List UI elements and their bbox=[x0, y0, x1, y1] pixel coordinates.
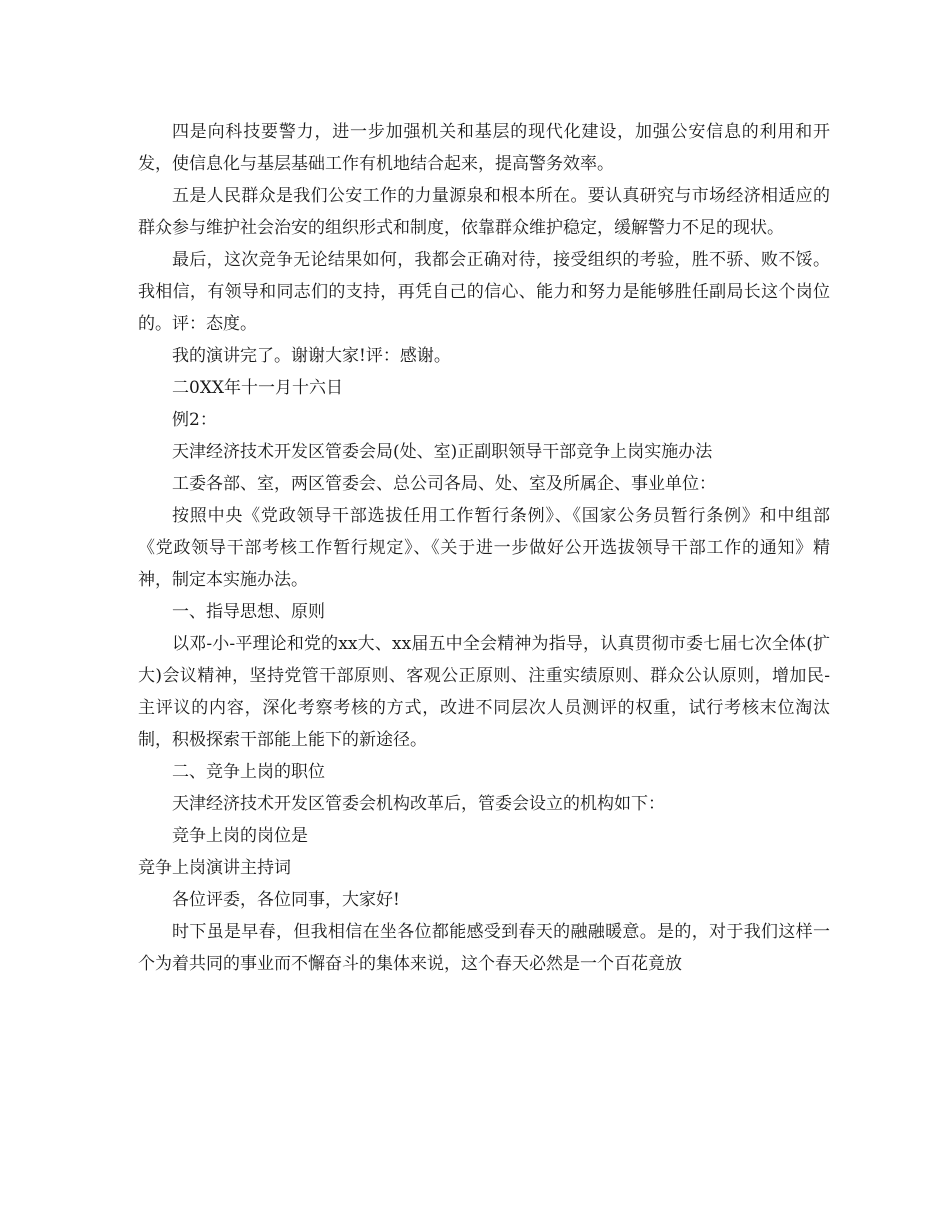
heading-guiding-principles: 一、指导思想、原则 bbox=[172, 602, 325, 622]
paragraph-greeting: 各位评委，各位同事，大家好! bbox=[172, 890, 400, 910]
paragraph-addressees: 工委各部、室，两区管委会、总公司各局、处、室及所属企、事业单位： bbox=[172, 474, 716, 494]
paragraph-police-technology: 四是向科技要警力，进一步加强机关和基层的现代化建设，加强公安信息的利用和开发，使信息化与基层基础工作有机地结合起来，提高警务效率。 bbox=[138, 122, 830, 174]
paragraph-doc-title: 天津经济技术开发区管委会局(处、室)正副职领导干部竞争上岗实施办法 bbox=[172, 442, 713, 462]
paragraph-spring: 时下虽是早春，但我相信在坐各位都能感受到春天的融融暖意。是的，对于我们这样一个为着共同的事业而不懈奋斗的集体来说，这个春天必然是一个百花竟放 bbox=[138, 922, 830, 974]
paragraph-institutions: 天津经济技术开发区管委会机构改革后，管委会设立的机构如下： bbox=[172, 794, 665, 814]
paragraph-thanks: 我的演讲完了。谢谢大家!评：感谢。 bbox=[172, 346, 451, 366]
paragraph-conclusion: 最后，这次竞争无论结果如何，我都会正确对待，接受组织的考验，胜不骄、败不馁。我相信，有领导和同志们的支持，再凭自己的信心、能力和努力是能够胜任副局长这个岗位的。评：态度。 bbox=[138, 250, 830, 334]
heading-positions: 二、竞争上岗的职位 bbox=[172, 762, 325, 782]
paragraph-basis: 按照中央《党政领导干部选拔任用工作暂行条例》、《国家公务员暂行条例》和中组部《党政领导干部考核工作暂行规定》、《关于进一步做好公开选拔领导干部工作的通知》精神，制定本实施办法。 bbox=[138, 506, 830, 590]
document-body bbox=[138, 116, 830, 980]
paragraph-masses: 五是人民群众是我们公安工作的力量源泉和根本所在。要认真研究与市场经济相适应的群众参与维护社会治安的组织形式和制度，依靠群众维护稳定，缓解警力不足的现状。 bbox=[138, 186, 830, 238]
paragraph-example-label: 例2： bbox=[172, 410, 217, 430]
paragraph-positions-are: 竞争上岗的岗位是 bbox=[172, 826, 308, 846]
paragraph-guiding-principles: 以邓-小-平理论和党的xx大、xx届五中全会精神为指导，认真贯彻市委七届七次全体(扩大)会议精神，坚持党管干部原则、客观公正原则、注重实绩原则、群众公认原则，增加民-主评议的内容，深化考察考核的方式，改进不同层次人员测评的权重，试行考核末位淘汰制，积极探索干部能上能下的新途径。 bbox=[138, 634, 830, 750]
heading-host-speech: 竞争上岗演讲主持词 bbox=[138, 858, 291, 878]
paragraph-date: 二0XX年十一月十六日 bbox=[172, 378, 344, 398]
